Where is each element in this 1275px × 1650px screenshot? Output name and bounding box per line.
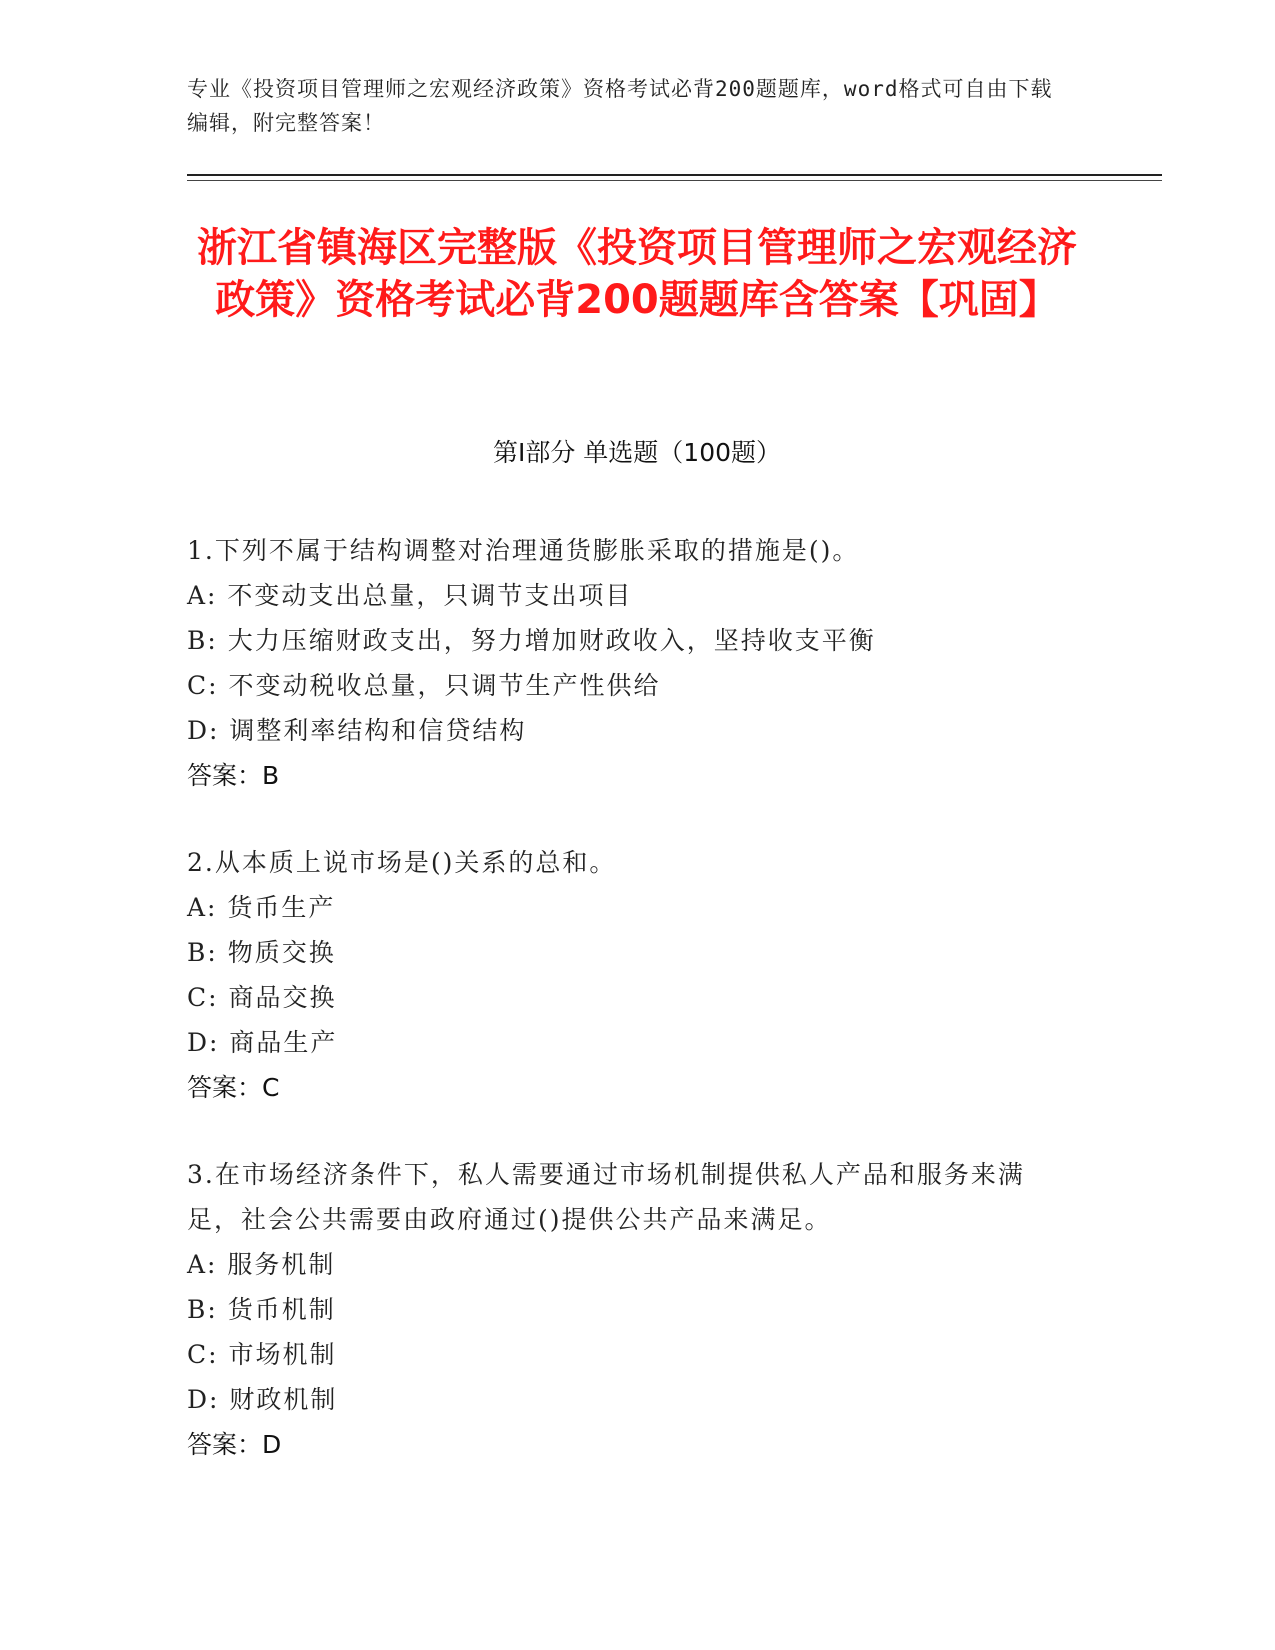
- option-a: A: 服务机制: [187, 1250, 336, 1279]
- document-title: 浙江省镇海区完整版《投资项目管理师之宏观经济政策》资格考试必背200题题库含答案【巩固】: [197, 225, 1077, 323]
- question-3: [187, 1152, 1067, 1467]
- option-d: D: 商品生产: [187, 1028, 338, 1057]
- option-b: B: 物质交换: [187, 938, 336, 967]
- question-stem: 2.从本质上说市场是()关系的总和。: [187, 848, 617, 877]
- option-a: A: 货币生产: [187, 893, 336, 922]
- option-b: B: 大力压缩财政支出，努力增加财政收入，坚持收支平衡: [187, 626, 876, 655]
- option-c: C: 不变动税收总量，只调节生产性供给: [187, 671, 661, 700]
- section-heading: 第I部分 单选题（100题）: [492, 438, 782, 467]
- header-divider-thin: [187, 180, 1162, 181]
- header-divider-thick: [187, 174, 1162, 176]
- header-note: 专业《投资项目管理师之宏观经济政策》资格考试必背200题题库，word格式可自由下载编辑，附完整答案！: [187, 77, 1053, 135]
- option-a: A: 不变动支出总量，只调节支出项目: [187, 581, 633, 610]
- question-2: [187, 840, 1067, 1110]
- answer-line: 答案：C: [187, 1073, 280, 1102]
- option-d: D: 调整利率结构和信贷结构: [187, 716, 527, 745]
- answer-line: 答案：B: [187, 761, 280, 790]
- question-1: [187, 528, 1067, 798]
- answer-line: 答案：D: [187, 1430, 282, 1459]
- question-list: [187, 528, 1067, 1509]
- option-b: B: 货币机制: [187, 1295, 336, 1324]
- option-c: C: 市场机制: [187, 1340, 337, 1369]
- option-c: C: 商品交换: [187, 983, 337, 1012]
- question-stem: 3.在市场经济条件下，私人需要通过市场机制提供私人产品和服务来满足，社会公共需要由政府通过()提供公共产品来满足。: [187, 1160, 1025, 1234]
- option-d: D: 财政机制: [187, 1385, 338, 1414]
- question-stem: 1.下列不属于结构调整对治理通货膨胀采取的措施是()。: [187, 536, 860, 565]
